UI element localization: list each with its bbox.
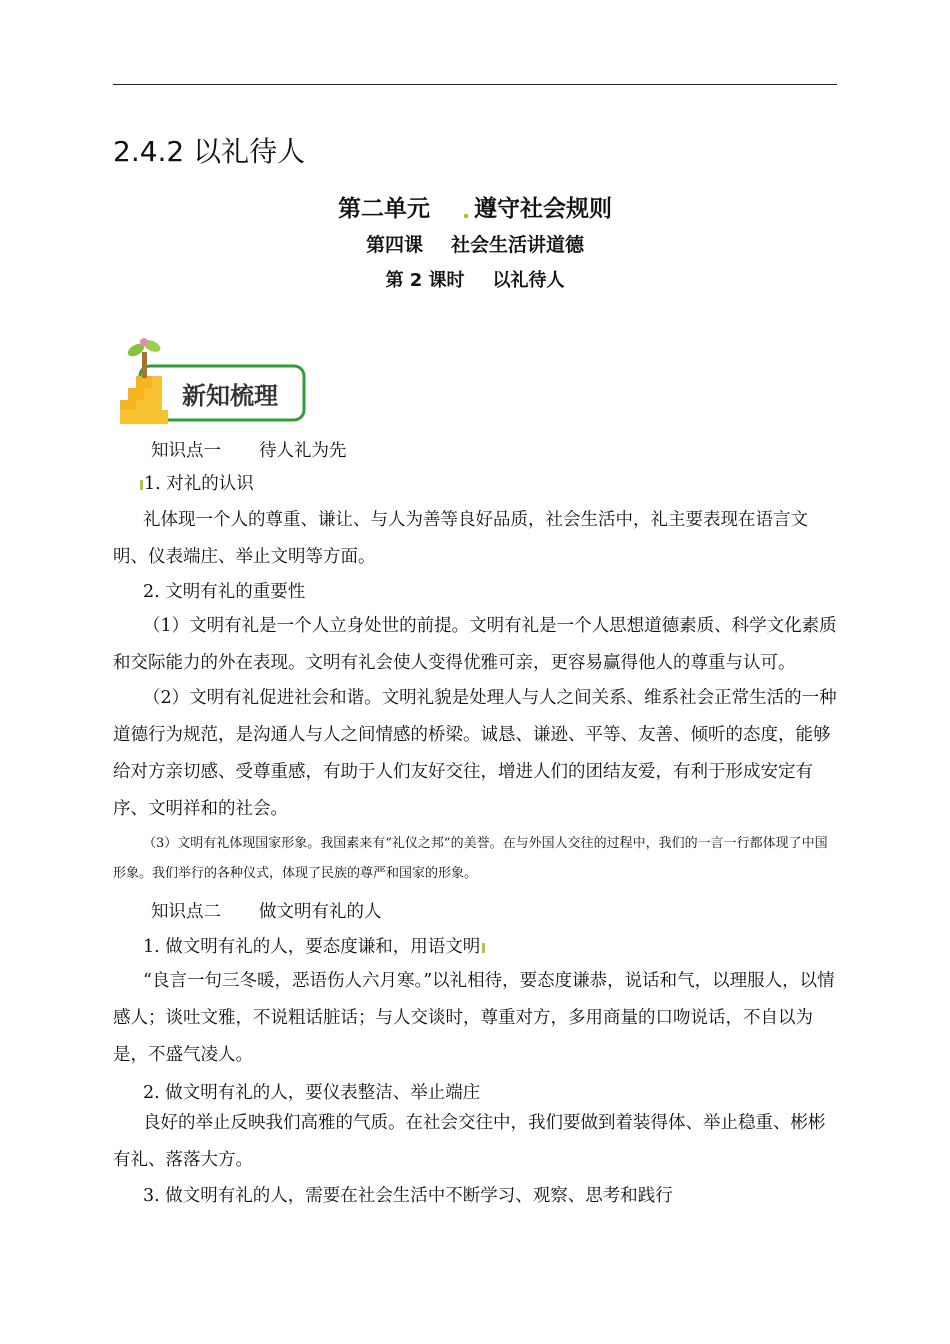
lesson-heading [113, 230, 837, 257]
section-1-body: 礼体现一个人的尊重、谦让、与人为善等良好品质，社会生活中，礼主要表现在语言文明、仪表端庄、举止文明等方面。 [113, 510, 808, 567]
unit-title: 遵守社会规则 [474, 196, 612, 222]
dot-marker [140, 480, 143, 490]
lesson-title: 社会生活讲道德 [451, 234, 585, 256]
kp1-title: 待人礼为先 [259, 441, 347, 461]
kp2-title: 做文明有礼的人 [259, 902, 382, 922]
kp2-label: 知识点二 [151, 902, 221, 922]
section-2-paragraph-2: （2）文明有礼促进社会和谐。文明礼貌是处理人与人之间关系、维系社会正常生活的一种道德行为规范，是沟通人与人之间情感的桥梁。诚恳、谦逊、平等、友善、倾听的态度，能够给对方亲切感、受尊重感，有助于人们友好交往，增进人们的团结友爱，有利于形成安定有序、文明祥和的社会。 [113, 688, 837, 819]
unit-heading [113, 190, 837, 223]
section-2-title: 2. 文明有礼的重要性 [143, 582, 306, 602]
section-1-title [113, 466, 837, 503]
k2-item-1-title [113, 929, 837, 966]
lesson-number: 第四课 [365, 234, 423, 256]
document-title: 2.4.2 以礼待人 [113, 135, 306, 168]
header-rule [113, 84, 837, 85]
knowledge-point-2-heading [113, 894, 837, 931]
period-number: 第 2 课时 [385, 270, 465, 291]
section-1-title-text: 1. 对礼的认识 [144, 474, 254, 494]
k2-item-3-title: 3. 做文明有礼的人，需要在社会生活中不断学习、观察、思考和践行 [143, 1186, 673, 1206]
k2-item-1-body: “良言一句三冬暖，恶语伤人六月寒。”以礼相待，要态度谦恭，说话和气，以理服人，以情感人；谈吐文雅，不说粗话脏话；与人交谈时，尊重对方，多用商量的口吻说话，不自以为是，不盛气凌人。 [113, 971, 835, 1065]
period-title: 以礼待人 [492, 270, 565, 291]
kp1-label: 知识点一 [151, 441, 221, 461]
period-heading [113, 266, 837, 292]
dot-marker [482, 943, 485, 953]
k2-item-1-title-text: 1. 做文明有礼的人，要态度谦和，用语文明 [143, 937, 481, 957]
section-2-paragraph-1: （1）文明有礼是一个人立身处世的前提。文明有礼是一个人思想道德素质、科学文化素质和交际能力的外在表现。文明有礼会使人变得优雅可亲，更容易赢得他人的尊重与认可。 [113, 616, 837, 673]
section-2-paragraph-3: （3）文明有礼体现国家形象。我国素来有“礼仪之邦”的美誉。在与外国人交往的过程中，我们的一言一行都体现了中国形象。我们举行的各种仪式，体现了民族的尊严和国家的形象。 [113, 836, 828, 881]
section-badge-label: 新知梳理 [182, 382, 278, 410]
knowledge-point-1-heading [113, 433, 837, 470]
unit-number: 第二单元 [338, 196, 430, 222]
dot-marker [464, 214, 468, 218]
k2-item-2-body: 良好的举止反映我们高雅的气质。在社会交往中，我们要做到着装得体、举止稳重、彬彬有礼、落落大方。 [113, 1113, 826, 1170]
k2-item-2-title: 2. 做文明有礼的人，要仪表整洁、举止端庄 [143, 1083, 481, 1103]
